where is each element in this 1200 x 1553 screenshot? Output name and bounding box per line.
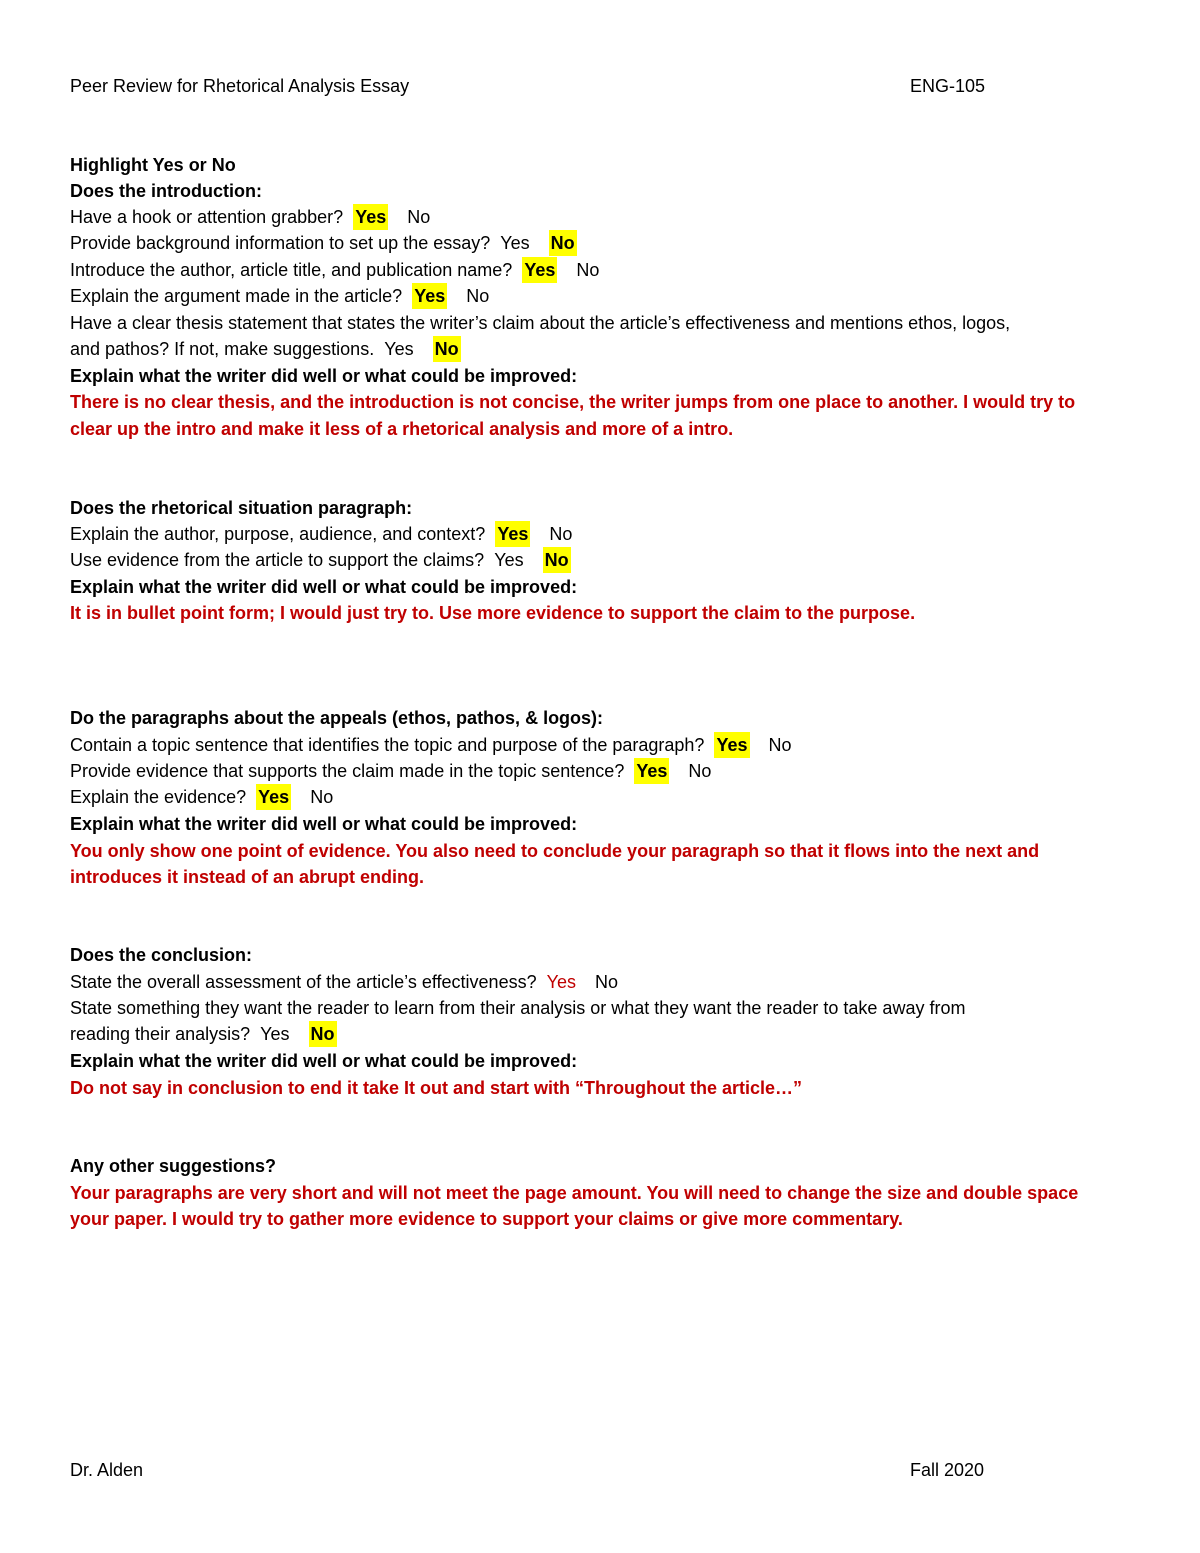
answer-no[interactable]: No: [549, 524, 573, 544]
question-text: Provide evidence that supports the claim made in the topic sentence?: [70, 761, 625, 781]
question-text: Introduce the author, article title, and publication name?: [70, 260, 513, 280]
conclusion-q2-line1: State something they want the reader to learn from their analysis or what they want the reader to take away from: [70, 998, 966, 1018]
appeals-q3: [70, 784, 1140, 810]
answer-yes-selected[interactable]: Yes: [546, 972, 576, 992]
question-text: reading their analysis?: [70, 1024, 251, 1044]
answer-no-selected[interactable]: No: [433, 336, 461, 362]
answer-yes-selected[interactable]: Yes: [495, 521, 530, 547]
answer-no[interactable]: No: [595, 972, 619, 992]
answer-no-selected[interactable]: No: [549, 230, 577, 256]
situation-q2: [70, 547, 1140, 573]
header-course: ENG-105: [910, 76, 986, 96]
answer-yes[interactable]: Yes: [260, 1024, 290, 1044]
appeals-heading: Do the paragraphs about the appeals (ethos, pathos, & logos):: [70, 708, 604, 728]
footer-instructor: Dr. Alden: [70, 1460, 144, 1480]
answer-yes-selected[interactable]: Yes: [353, 204, 388, 230]
answer-no-selected[interactable]: No: [309, 1021, 337, 1047]
intro-q1: [70, 204, 1140, 230]
intro-heading: Does the introduction:: [70, 181, 262, 201]
question-text: State the overall assessment of the article’s effectiveness?: [70, 972, 537, 992]
instructions: Highlight Yes or No: [70, 155, 236, 175]
other-feedback-line1: Your paragraphs are very short and will not meet the page amount. You will need to change the size and double space: [70, 1183, 1079, 1203]
answer-yes[interactable]: Yes: [500, 233, 530, 253]
appeals-feedback-line1: You only show one point of evidence. You also need to conclude your paragraph so that it flows into the next and: [70, 841, 1040, 861]
footer-term: Fall 2020: [910, 1460, 985, 1480]
answer-no[interactable]: No: [466, 286, 490, 306]
intro-feedback-line1: There is no clear thesis, and the introduction is not concise, the writer jumps from one place to another. I would try to: [70, 392, 1076, 412]
answer-no[interactable]: No: [407, 207, 431, 227]
conclusion-feedback-line1: Do not say in conclusion to end it take It out and start with “Throughout the article…”: [70, 1078, 803, 1098]
other-feedback-line2: your paper. I would try to gather more evidence to support your claims or give more commentary.: [70, 1209, 903, 1229]
answer-yes[interactable]: Yes: [384, 339, 414, 359]
answer-no[interactable]: No: [576, 260, 600, 280]
conclusion-q2-line2: [70, 1021, 1140, 1047]
answer-yes-selected[interactable]: Yes: [256, 784, 291, 810]
intro-improve-prompt: Explain what the writer did well or what could be improved:: [70, 366, 578, 386]
answer-yes-selected[interactable]: Yes: [714, 732, 749, 758]
intro-q3: [70, 257, 1140, 283]
answer-no[interactable]: No: [310, 787, 334, 807]
situation-q1: [70, 521, 1140, 547]
situation-heading: Does the rhetorical situation paragraph:: [70, 498, 413, 518]
situation-feedback-line1: It is in bullet point form; I would just try to. Use more evidence to support the claim to the purpose.: [70, 603, 916, 623]
question-text: Explain the argument made in the article?: [70, 286, 403, 306]
conclusion-q1: [70, 969, 1140, 995]
question-text: Use evidence from the article to support the claims?: [70, 550, 485, 570]
situation-improve-prompt: Explain what the writer did well or what could be improved:: [70, 577, 578, 597]
appeals-improve-prompt: Explain what the writer did well or what could be improved:: [70, 814, 578, 834]
appeals-feedback-line2: introduces it instead of an abrupt ending.: [70, 867, 425, 887]
answer-no[interactable]: No: [688, 761, 712, 781]
question-text: and pathos? If not, make suggestions.: [70, 339, 375, 359]
question-text: Contain a topic sentence that identifies the topic and purpose of the paragraph?: [70, 735, 705, 755]
question-text: Provide background information to set up the essay?: [70, 233, 491, 253]
intro-q5-line1: Have a clear thesis statement that states the writer’s claim about the article’s effectiveness and mentions ethos, logos,: [70, 313, 1011, 333]
intro-q2: [70, 230, 1140, 256]
answer-yes-selected[interactable]: Yes: [412, 283, 447, 309]
answer-yes-selected[interactable]: Yes: [522, 257, 557, 283]
appeals-q1: [70, 732, 1140, 758]
intro-feedback-line2: clear up the intro and make it less of a rhetorical analysis and more of a intro.: [70, 419, 734, 439]
question-text: Explain the evidence?: [70, 787, 247, 807]
question-text: Have a hook or attention grabber?: [70, 207, 344, 227]
conclusion-improve-prompt: Explain what the writer did well or what could be improved:: [70, 1051, 578, 1071]
header-title: Peer Review for Rhetorical Analysis Essay: [70, 76, 410, 96]
other-heading: Any other suggestions?: [70, 1156, 277, 1176]
answer-no-selected[interactable]: No: [543, 547, 571, 573]
conclusion-heading: Does the conclusion:: [70, 945, 253, 965]
answer-yes[interactable]: Yes: [494, 550, 524, 570]
answer-no[interactable]: No: [768, 735, 792, 755]
answer-yes-selected[interactable]: Yes: [634, 758, 669, 784]
intro-q4: [70, 283, 1140, 309]
appeals-q2: [70, 758, 1140, 784]
question-text: Explain the author, purpose, audience, and context?: [70, 524, 486, 544]
intro-q5-line2: [70, 336, 1140, 362]
